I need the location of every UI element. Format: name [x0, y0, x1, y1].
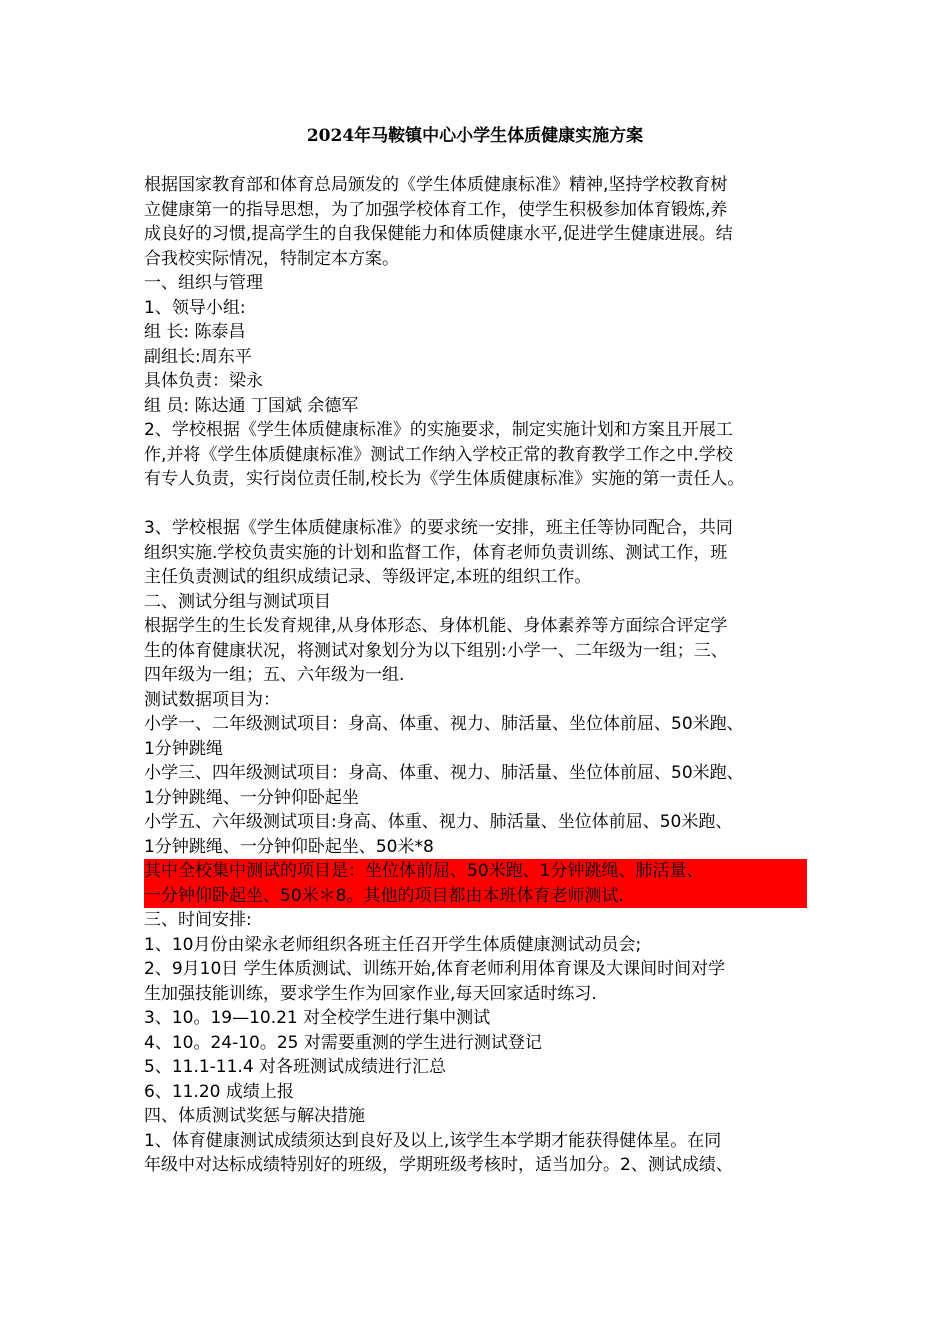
section-heading: 一、组织与管理 — [144, 273, 263, 293]
paragraph — [144, 810, 814, 859]
paragraph — [144, 1129, 814, 1178]
text-line: 小学三、四年级测试项目：身高、体重、视力、肺活量、坐位体前屈、50米跑、 — [144, 763, 744, 783]
in-charge-line: 具体负责：梁永 — [144, 371, 263, 391]
text-line: 四年级为一组；五、六年级为一组. — [144, 665, 405, 685]
text-line: 组织实施.学校负责实施的计划和监督工作，体育老师负责训练、测试工作，班 — [144, 542, 728, 563]
section-heading: 二、测试分组与测试项目 — [144, 591, 331, 612]
text-line: 1分钟跳绳、一分钟仰卧起坐、50米*8 — [144, 836, 434, 857]
intro-paragraph — [144, 173, 814, 271]
text-line: 1、10月份由梁永老师组织各班主任召开学生体质健康测试动员会; — [144, 934, 642, 955]
members-line: 组 员: 陈达通 丁国斌 余德军 — [144, 395, 359, 416]
items-intro: 测试数据项目为： — [144, 689, 280, 710]
text-line: 2、9月10日 学生体质测试、训练开始,体育老师利用体育课及大课间时间对学 — [144, 959, 726, 979]
text-line: 2、学校根据《学生体质健康标准》的实施要求，制定实施计划和方案且开展工 — [144, 420, 733, 440]
text-line: 1、体育健康测试成绩须达到良好及以上,该学生本学期才能获得健体星。在同 — [144, 1130, 722, 1151]
text-line: 小学一、二年级测试项目：身高、体重、视力、肺活量、坐位体前屈、50米跑、 — [144, 714, 744, 734]
paragraph — [144, 957, 814, 1006]
text-line: 主任负责测试的组织成绩记录、等级评定,本班的组织工作。 — [144, 567, 592, 587]
text-line: 一分钟仰卧起坐、50米＊8。其他的项目都由本班体育老师测试. — [144, 885, 624, 906]
text-line: 4、10。24-10。25 对需要重测的学生进行测试登记 — [144, 1032, 542, 1053]
blank-line — [144, 492, 814, 517]
text-line: 生的体育健康状况，将测试对象划分为以下组别:小学一、二年级为一组；三、 — [144, 640, 728, 661]
section-heading: 四、体质测试奖惩与解决措施 — [144, 1106, 365, 1126]
text-line: 成良好的习惯,提高学生的自我保健能力和体质健康水平,促进学生健康进展。结 — [144, 224, 733, 244]
deputy-line: 副组长:周东平 — [144, 346, 252, 367]
text-line: 根据学生的生长发育规律,从身体形态、身体机能、身体素养等方面综合评定学 — [144, 616, 728, 636]
text-line: 合我校实际情况，特制定本方案。 — [144, 248, 399, 269]
text-line: 3、学校根据《学生体质健康标准》的要求统一安排，班主任等协同配合，共同 — [144, 518, 733, 538]
text-line: 6、11.20 成绩上报 — [144, 1081, 294, 1102]
text-line: 其中全校集中测试的项目是：坐位体前屈、50米跑、1分钟跳绳、肺活量、 — [144, 861, 704, 881]
text-line: 3、10。19—10.21 对全校学生进行集中测试 — [144, 1008, 491, 1028]
highlighted-paragraph — [144, 859, 807, 908]
leader-line: 组 长: 陈泰昌 — [144, 322, 246, 342]
text-line: 有专人负责，实行岗位责任制,校长为《学生体质健康标准》实施的第一责任人。 — [144, 469, 745, 489]
document-body — [144, 173, 814, 1178]
document-title: 2024年马鞍镇中心小学生体质健康实施方案 — [306, 126, 644, 146]
text-line: 年级中对达标成绩特别好的班级，学期班级考核时，适当加分。2、测试成绩、 — [144, 1155, 733, 1175]
text-line: 1分钟跳绳 — [144, 738, 223, 759]
paragraph — [144, 516, 814, 590]
text-line: 生加强技能训练，要求学生作为回家作业,每天回家适时练习. — [144, 983, 597, 1004]
paragraph — [144, 614, 814, 688]
paragraph — [144, 761, 814, 810]
text-line: 5、11.1-11.4 对各班测试成绩进行汇总 — [144, 1057, 447, 1077]
paragraph — [144, 712, 814, 761]
text-line: 作,并将《学生体质健康标准》测试工作纳入学校正常的教育教学工作之中.学校 — [144, 444, 733, 465]
paragraph — [144, 418, 814, 492]
text-line: 小学五、六年级测试项目:身高、体重、视力、肺活量、坐位体前屈、50米跑、 — [144, 812, 733, 832]
section-heading: 三、时间安排: — [144, 910, 252, 930]
text-line: 根据国家教育部和体育总局颁发的《学生体质健康标准》精神,坚持学校教育树 — [144, 175, 728, 195]
subheading: 1、领导小组: — [144, 297, 246, 318]
text-line: 1分钟跳绳、一分钟仰卧起坐 — [144, 787, 359, 808]
text-line: 立健康第一的指导思想，为了加强学校体育工作，使学生积极参加体育锻炼,养 — [144, 199, 728, 220]
